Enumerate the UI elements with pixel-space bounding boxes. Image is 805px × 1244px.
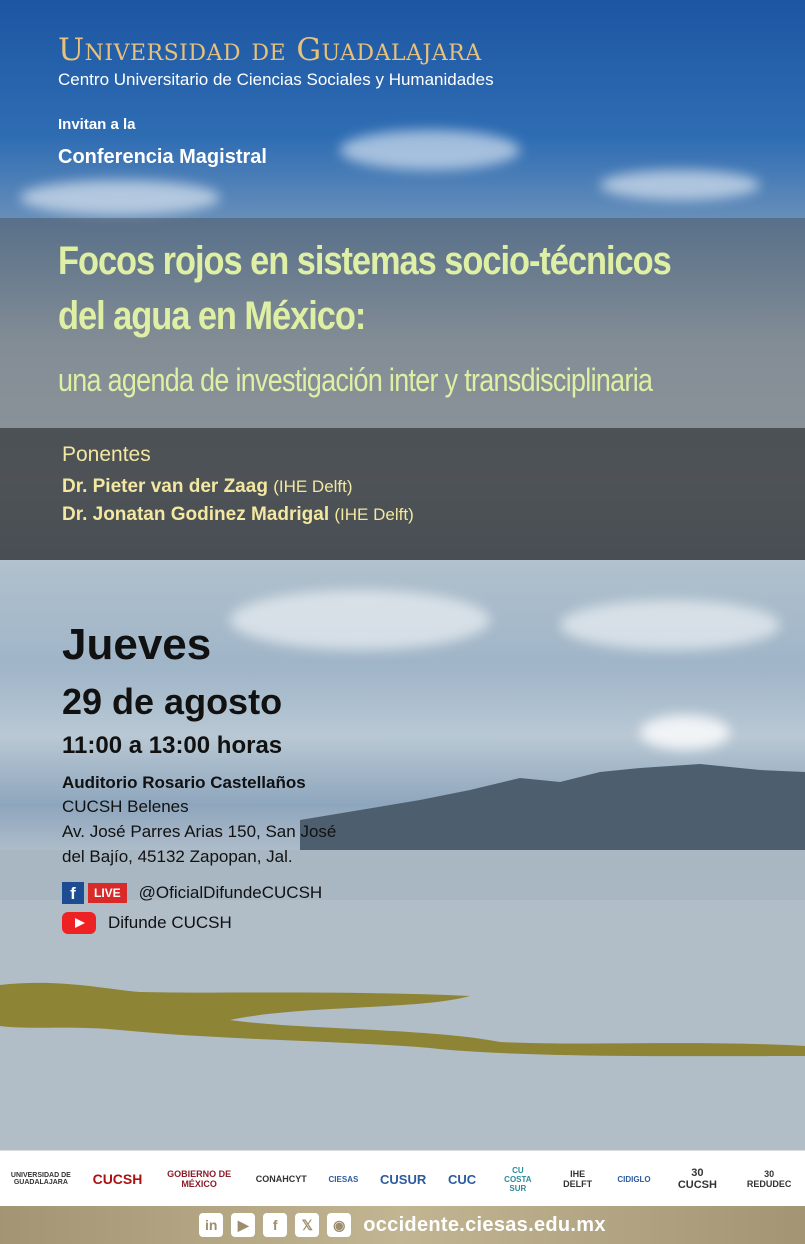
logo-ciesas: CIESAS bbox=[328, 1174, 359, 1184]
logo-ihe: IHE DELFT bbox=[563, 1169, 593, 1189]
talk-subtitle: una agenda de investigación inter y transdisciplinaria bbox=[58, 362, 653, 398]
logo-costasur: CU COSTA SUR bbox=[504, 1165, 532, 1193]
youtube-channel: Difunde CUCSH bbox=[108, 913, 232, 932]
speaker-name: Dr. Pieter van der Zaag bbox=[62, 476, 268, 497]
logo-conahcyt: CONAHCYT bbox=[255, 1174, 307, 1184]
speaker-name: Dr. Jonatan Godinez Madrigal bbox=[62, 504, 330, 525]
logo-cucsh: CUCSH bbox=[92, 1171, 143, 1187]
logo-cusur: CUSUR bbox=[380, 1171, 427, 1187]
instagram-icon[interactable]: ◉ bbox=[327, 1213, 351, 1237]
talk-title-line1: Focos rojos en sistemas socio-técnicos bbox=[58, 239, 671, 283]
youtube-link[interactable] bbox=[62, 912, 232, 934]
website-link[interactable]: occidente.ciesas.edu.mx bbox=[363, 1213, 606, 1236]
live-badge: LIVE bbox=[88, 883, 127, 903]
event-time: 11:00 a 13:00 horas bbox=[62, 732, 283, 759]
facebook-live-link[interactable] bbox=[62, 882, 322, 904]
center-name: Centro Universitario de Ciencias Sociales y Humanidades bbox=[58, 70, 494, 89]
speaker-item bbox=[62, 476, 353, 498]
logo-cuc: CUC bbox=[447, 1171, 477, 1187]
speaker-item bbox=[62, 504, 414, 526]
logo-gobierno: GOBIERNO DE MÉXICO bbox=[167, 1169, 232, 1189]
invite-text: Invitan a la bbox=[58, 116, 136, 133]
logo-30-cucsh: 30 CUCSH bbox=[677, 1167, 717, 1191]
footer-bar bbox=[0, 1206, 805, 1244]
logo-30-redudec: 30 REDUDEC bbox=[746, 1169, 792, 1189]
speaker-affiliation: (IHE Delft) bbox=[273, 477, 353, 496]
sponsor-logos bbox=[0, 1150, 805, 1207]
address-line: CUCSH Belenes bbox=[62, 797, 189, 816]
youtube-icon bbox=[62, 912, 96, 934]
facebook-icon: f bbox=[62, 882, 84, 904]
facebook-handle: @OficialDifundeCUCSH bbox=[138, 883, 323, 902]
event-day: Jueves bbox=[62, 620, 212, 669]
event-type: Conferencia Magistral bbox=[58, 146, 267, 168]
speakers-label: Ponentes bbox=[62, 443, 151, 466]
talk-title-line2: del agua en México: bbox=[58, 294, 366, 338]
event-venue: Auditorio Rosario Castellaños bbox=[62, 773, 306, 792]
address-line: Av. José Parres Arias 150, San José bbox=[62, 822, 337, 841]
youtube-icon[interactable]: ▶ bbox=[231, 1213, 255, 1237]
talk-title bbox=[58, 234, 671, 344]
event-date: 29 de agosto bbox=[62, 681, 283, 722]
university-name: Universidad de Guadalajara bbox=[58, 32, 482, 68]
x-icon[interactable]: 𝕏 bbox=[295, 1213, 319, 1237]
facebook-icon[interactable]: f bbox=[263, 1213, 287, 1237]
linkedin-icon[interactable]: in bbox=[199, 1213, 223, 1237]
speaker-affiliation: (IHE Delft) bbox=[334, 505, 414, 524]
logo-cidiglo: CIDIGLO bbox=[617, 1174, 651, 1184]
address-line: del Bajío, 45132 Zapopan, Jal. bbox=[62, 847, 293, 866]
logo-udg: UNIVERSIDAD DE GUADALAJARA bbox=[10, 1172, 71, 1186]
